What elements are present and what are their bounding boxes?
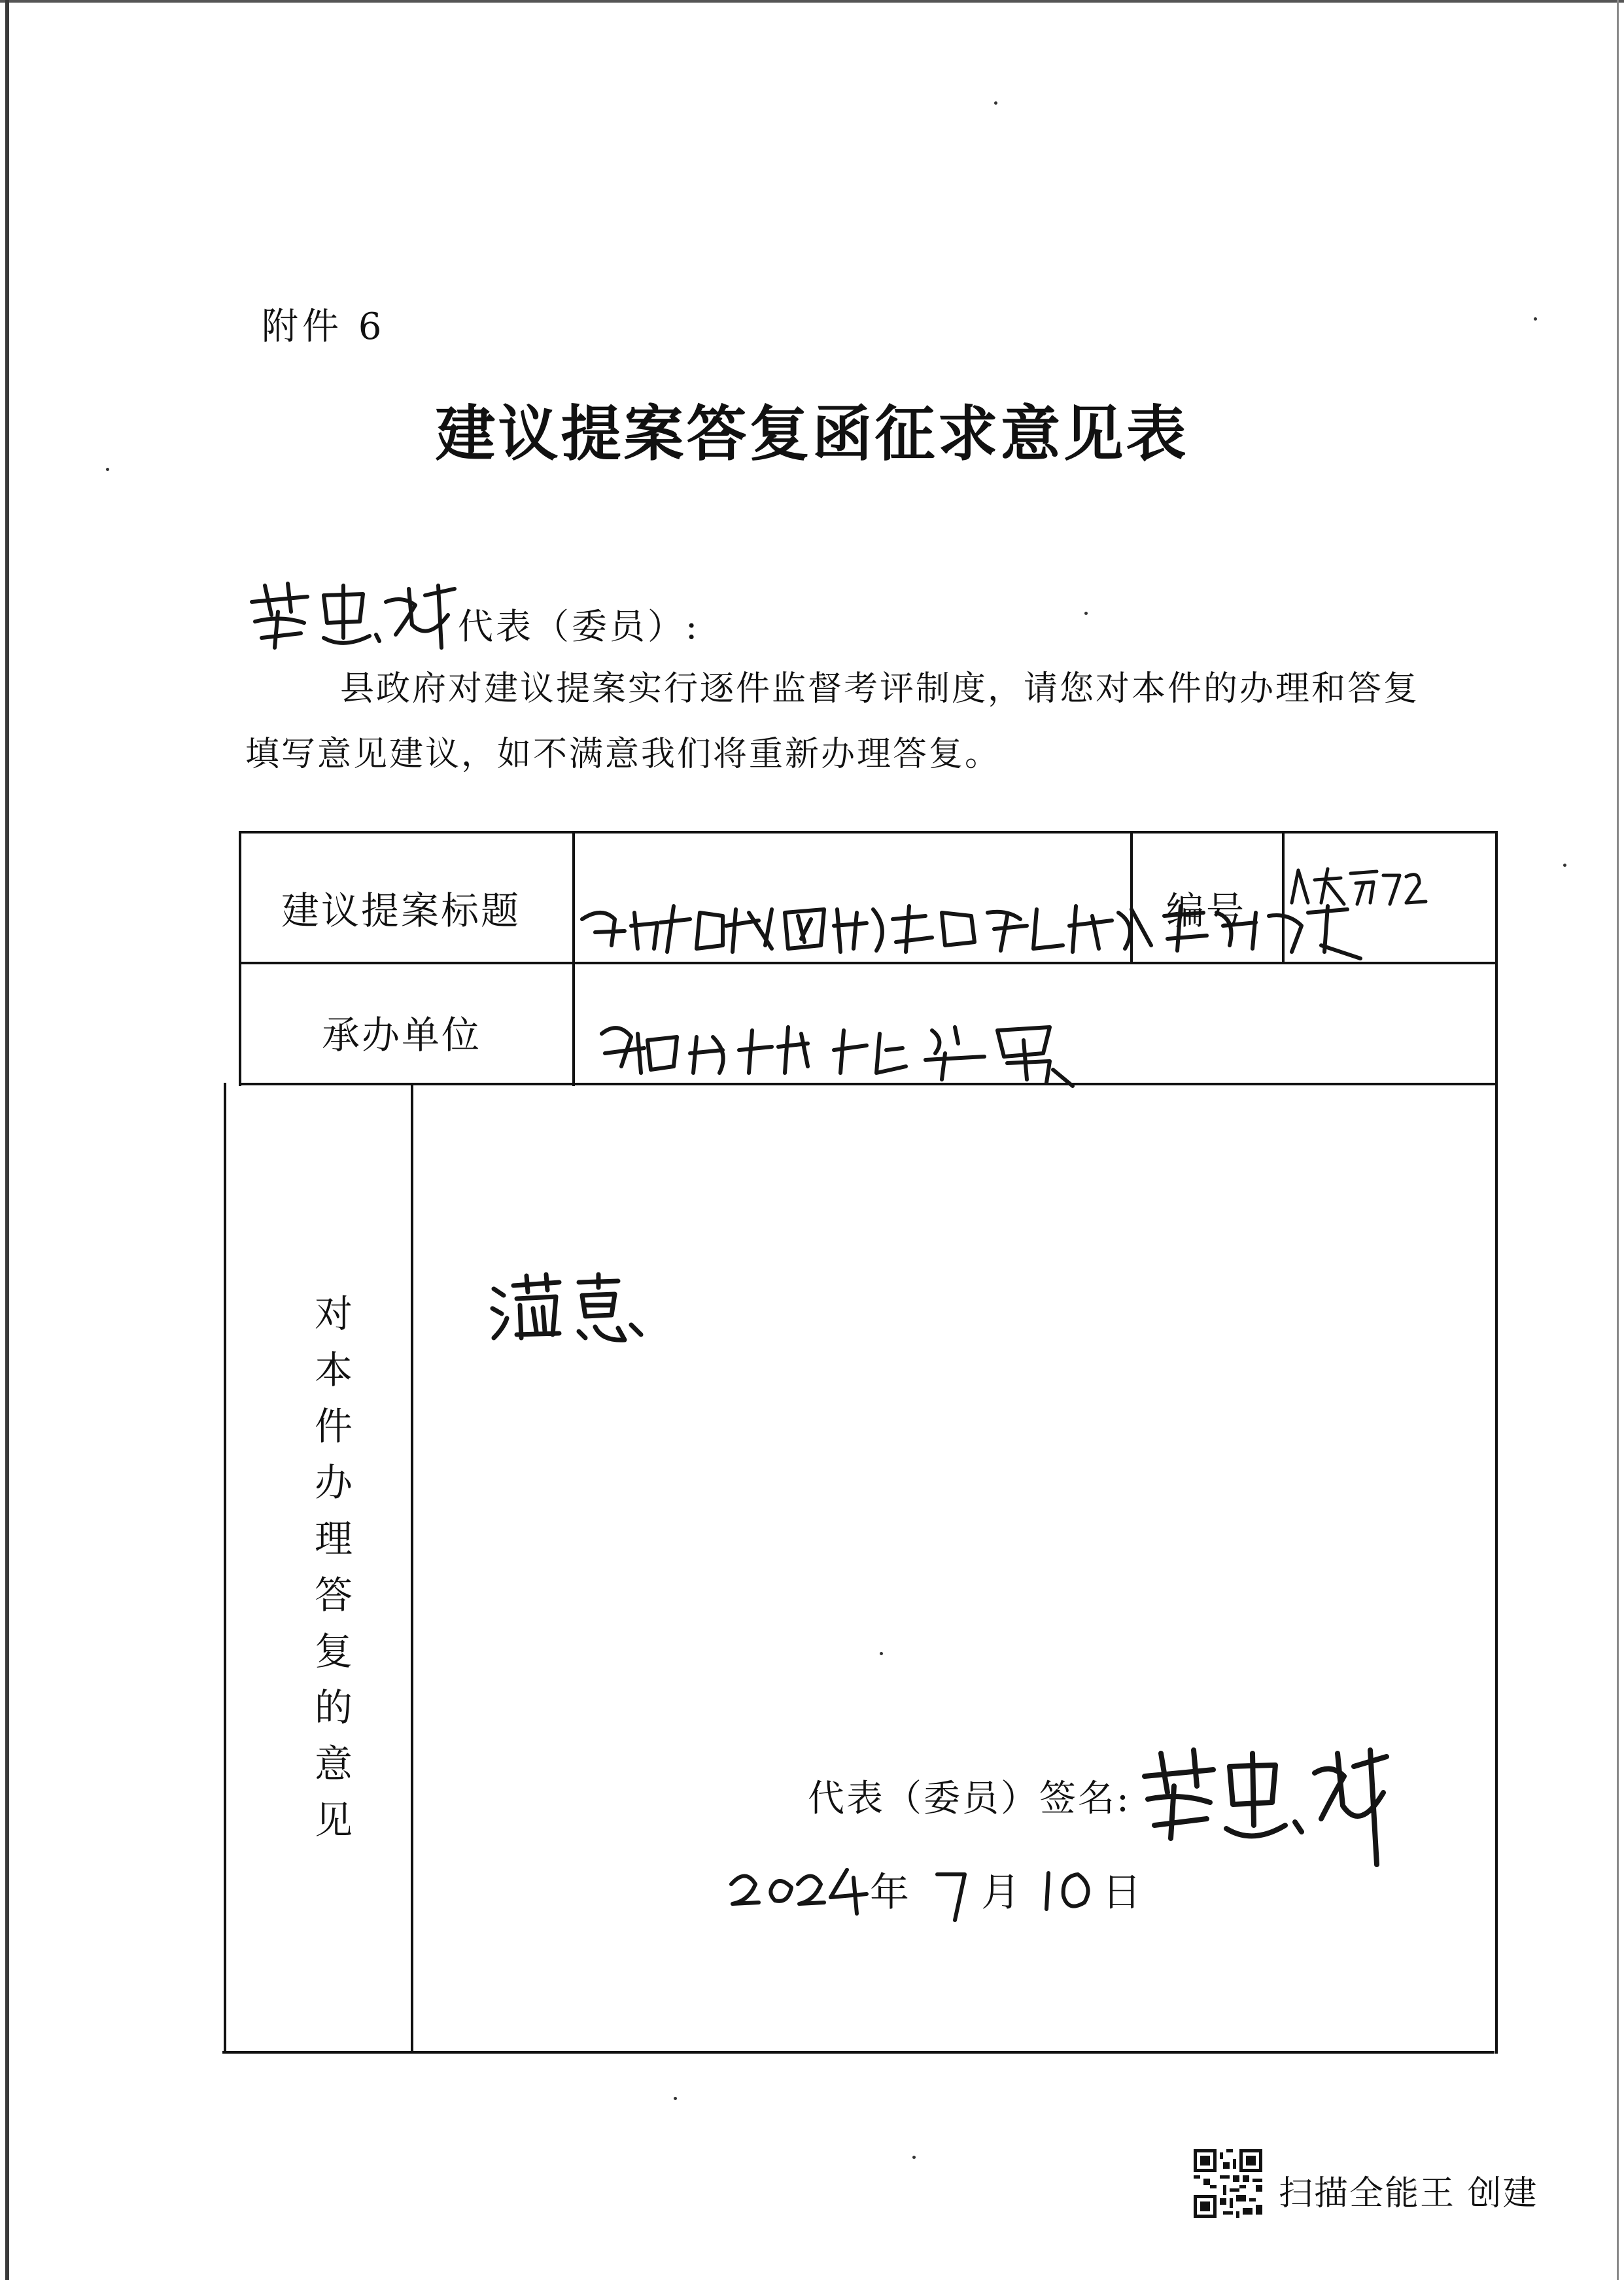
opinion-label-char: 本 <box>314 1348 353 1392</box>
handwritten-date-month <box>932 1865 971 1923</box>
scan-speck <box>1534 317 1537 321</box>
table-left-border-top <box>239 831 241 1086</box>
handwritten-date-day <box>1039 1867 1101 1916</box>
date-month-unit: 月 <box>981 1870 1020 1916</box>
body-paragraph-line-2: 填写意见建议，如不满意我们将重新办理答复。 <box>245 735 1001 774</box>
opinion-label-char: 复 <box>314 1629 353 1674</box>
date-day-unit: 日 <box>1102 1870 1141 1916</box>
qr-code-icon <box>1194 2149 1262 2218</box>
opinion-label-char: 对 <box>314 1291 353 1336</box>
document-title: 建议提案答复函征求意见表 <box>435 398 1189 469</box>
date-year-unit: 年 <box>870 1870 909 1916</box>
scanner-watermark-text: 扫描全能王 创建 <box>1279 2174 1538 2213</box>
opinion-vertical-label <box>307 1286 360 1848</box>
scan-speck <box>1563 864 1566 867</box>
opinion-label-char: 的 <box>314 1685 353 1730</box>
table-top-border <box>239 831 1498 833</box>
label-column-divider <box>572 831 575 1086</box>
body-paragraph-line-1: 县政府对建议提案实行逐件监督考评制度，请您对本件的办理和答复 <box>340 669 1420 709</box>
opinion-label-char: 办 <box>314 1460 353 1505</box>
handwritten-handling-unit <box>592 1001 1089 1093</box>
handwritten-signature-salutation <box>245 576 461 654</box>
attachment-label: 附件 6 <box>262 306 386 348</box>
table-right-border <box>1495 831 1498 2054</box>
handwritten-date-year <box>726 1865 870 1917</box>
opinion-label-char: 理 <box>314 1517 353 1561</box>
representative-signature-label: 代表（委员）签名: <box>808 1778 1131 1820</box>
handling-unit-label: 承办单位 <box>322 1013 482 1057</box>
scan-speck <box>912 2156 916 2159</box>
opinion-label-char: 意 <box>314 1742 353 1786</box>
table-left-border-bottom <box>224 1083 226 2054</box>
page-right-edge <box>1617 0 1619 2280</box>
opinion-label-char: 见 <box>314 1798 353 1842</box>
page-top-edge <box>0 0 1624 3</box>
scan-speck <box>880 1652 883 1655</box>
handwritten-number-value <box>1285 864 1436 916</box>
page-left-edge <box>5 0 9 2280</box>
number-label: 编号 <box>1166 888 1247 933</box>
opinion-label-char: 件 <box>314 1404 353 1448</box>
opinion-label-char: 答 <box>314 1573 353 1617</box>
addressee-suffix: 代表（委员）: <box>458 606 700 647</box>
handwritten-representative-signature <box>1135 1740 1390 1871</box>
scan-speck <box>994 101 997 105</box>
handwritten-opinion-value <box>487 1269 651 1348</box>
opinion-label-divider <box>411 1083 413 2054</box>
scan-speck <box>1084 612 1088 615</box>
scan-speck <box>674 2097 677 2100</box>
proposal-title-label: 建议提案标题 <box>281 888 521 933</box>
handwritten-proposal-title <box>576 880 1387 985</box>
